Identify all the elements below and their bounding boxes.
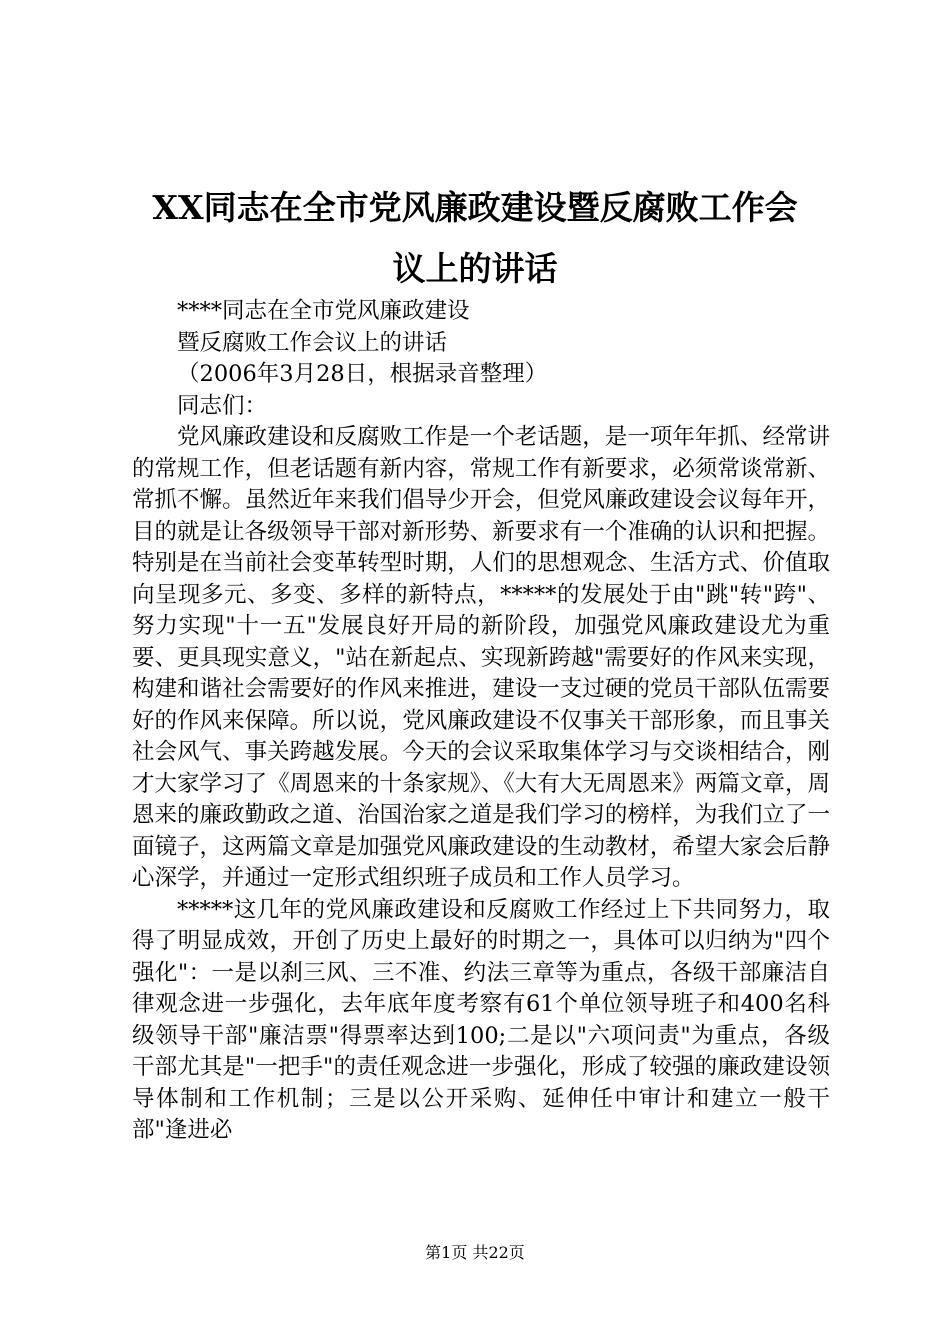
document-body <box>132 296 830 1147</box>
speech-subtitle-line: 暨反腐败工作会议上的讲话 <box>177 329 448 356</box>
document-title-line2: 议上的讲话 <box>392 249 558 288</box>
salutation-line: 同志们： <box>177 392 268 419</box>
page-number-footer: 第1页 共22页 <box>425 1243 525 1262</box>
body-paragraph-1: 党风廉政建设和反腐败工作是一个老话题，是一项年年抓、经常讲的常规工作，但老话题有新内容，常规工作有新要求，必须常谈常新、常抓不懈。虽然近年来我们倡导少开会，但党风廉政建设会议每年开，目的就是让各级领导干部对新形势、新要求有一个准确的认识和把握。特别是在当前社会变革转型时期，人们的思想观念、生活方式、价值取向呈现多元、多变、多样的新特点，*****的发展处于由"跳"转"跨"、努力实现"十一五"发展良好开局的新阶段，加强党风廉政建设尤为重要、更具现实意义，"站在新起点、实现新跨越"需要好的作风来实现，构建和谐社会需要好的作风来推进，建设一支过硬的党员干部队伍需要好的作风来保障。所以说，党风廉政建设不仅事关干部形象，而且事关社会风气、事关跨越发展。今天的会议采取集体学习与交谈相结合，刚才大家学习了《周恩来的十条家规》、《大有大无周恩来》两篇文章，周恩来的廉政勤政之道、治国治家之道是我们学习的榜样，为我们立了一面镜子，这两篇文章是加强党风廉政建设的生动教材，希望大家会后静心深学，并通过一定形式组织班子成员和工作人员学习。 <box>132 424 830 891</box>
document-title-line1: XX同志在全市党风廉政建设暨反腐败工作会 <box>152 188 798 227</box>
speech-date-line: （2006年3月28日，根据录音整理） <box>177 361 548 387</box>
body-paragraph-2: *****这几年的党风廉政建设和反腐败工作经过上下共同努力，取得了明显成效，开创了历史上最好的时期之一，具体可以归纳为"四个强化"：一是以刹三风、三不准、约法三章等为重点，各级干部廉洁自律观念进一步强化，去年底年度考察有61个单位领导班子和400名科级领导干部"廉洁票"得票率达到100;二是以"六项问责"为重点，各级干部尤其是"一把手"的责任观念进一步强化，形成了较强的廉政建设领导体制和工作机制；三是以公开采购、延伸任中审计和建立一般干部"逢进必 <box>132 896 830 1143</box>
speaker-line: ****同志在全市党风廉政建设 <box>177 298 470 324</box>
